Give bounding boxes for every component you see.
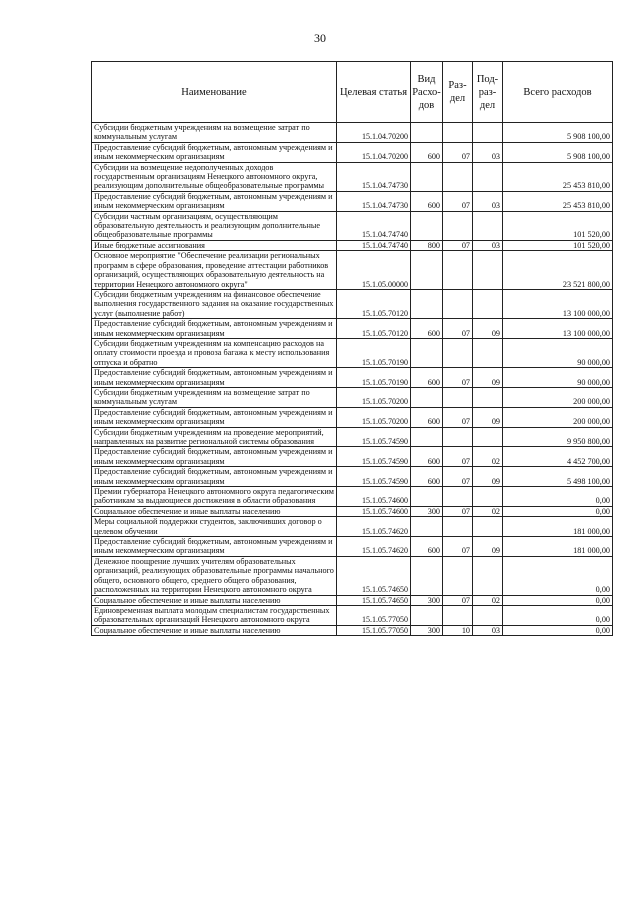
cell-code: 15.1.05.74590 xyxy=(337,467,411,487)
cell-code: 15.1.04.74740 xyxy=(337,211,411,240)
cell-name: Социальное обеспечение и иные выплаты населению xyxy=(92,506,337,516)
cell-total: 25 453 810,00 xyxy=(503,162,613,191)
cell-name: Предоставление субсидий бюджетным, автономным учреждениям и иным некоммерческим организациям xyxy=(92,368,337,388)
cell-name: Меры социальной поддержки студентов, заключивших договор о целевом обучении xyxy=(92,517,337,537)
cell-razd: 07 xyxy=(443,537,473,557)
cell-razd: 07 xyxy=(443,319,473,339)
cell-vid xyxy=(411,487,443,507)
cell-name: Предоставление субсидий бюджетным, автономным учреждениям и иным некоммерческим организациям xyxy=(92,142,337,162)
cell-podr xyxy=(473,289,503,318)
table-row xyxy=(92,595,613,605)
cell-podr: 09 xyxy=(473,467,503,487)
cell-vid xyxy=(411,289,443,318)
cell-podr: 02 xyxy=(473,506,503,516)
table-row xyxy=(92,605,613,625)
table-row xyxy=(92,487,613,507)
cell-code: 15.1.05.74650 xyxy=(337,595,411,605)
cell-vid xyxy=(411,517,443,537)
cell-total: 5 498 100,00 xyxy=(503,467,613,487)
cell-razd: 07 xyxy=(443,447,473,467)
cell-total: 101 520,00 xyxy=(503,240,613,250)
table-row xyxy=(92,162,613,191)
cell-code: 15.1.05.74590 xyxy=(337,427,411,447)
cell-podr: 03 xyxy=(473,240,503,250)
cell-code: 15.1.05.77050 xyxy=(337,605,411,625)
table-row xyxy=(92,211,613,240)
cell-podr xyxy=(473,162,503,191)
cell-name: Предоставление субсидий бюджетным, автономным учреждениям и иным некоммерческим организациям xyxy=(92,537,337,557)
cell-total: 5 908 100,00 xyxy=(503,123,613,143)
cell-code: 15.1.05.70190 xyxy=(337,368,411,388)
table-row xyxy=(92,427,613,447)
cell-vid xyxy=(411,162,443,191)
cell-total: 0,00 xyxy=(503,625,613,635)
cell-total: 0,00 xyxy=(503,556,613,595)
cell-code: 15.1.04.70200 xyxy=(337,142,411,162)
table-row xyxy=(92,467,613,487)
cell-podr xyxy=(473,251,503,290)
cell-code: 15.1.05.70120 xyxy=(337,319,411,339)
cell-vid xyxy=(411,123,443,143)
table-row xyxy=(92,289,613,318)
cell-podr xyxy=(473,338,503,367)
cell-code: 15.1.05.70120 xyxy=(337,289,411,318)
cell-vid xyxy=(411,556,443,595)
cell-podr xyxy=(473,605,503,625)
cell-podr: 09 xyxy=(473,407,503,427)
cell-name: Субсидии бюджетным учреждениям на проведение мероприятий, направленных на развитие региональной системы образования xyxy=(92,427,337,447)
table-header-row xyxy=(92,62,613,123)
cell-razd xyxy=(443,487,473,507)
cell-total: 90 000,00 xyxy=(503,338,613,367)
cell-total: 0,00 xyxy=(503,605,613,625)
cell-total: 13 100 000,00 xyxy=(503,319,613,339)
cell-razd: 07 xyxy=(443,467,473,487)
table-row xyxy=(92,387,613,407)
cell-vid: 300 xyxy=(411,595,443,605)
cell-podr xyxy=(473,517,503,537)
cell-code: 15.1.05.74590 xyxy=(337,447,411,467)
column-header-code: Целевая статья xyxy=(337,62,411,123)
cell-vid: 600 xyxy=(411,407,443,427)
cell-name: Субсидии на возмещение недополученных доходов государственным организациям Ненецкого автономного округа, реализующим дополнительные общеобразовательные программы xyxy=(92,162,337,191)
table-row xyxy=(92,517,613,537)
cell-razd xyxy=(443,162,473,191)
cell-code: 15.1.05.74620 xyxy=(337,537,411,557)
cell-razd: 07 xyxy=(443,240,473,250)
cell-total: 101 520,00 xyxy=(503,211,613,240)
cell-vid: 800 xyxy=(411,240,443,250)
cell-vid: 600 xyxy=(411,319,443,339)
cell-razd xyxy=(443,251,473,290)
table-row xyxy=(92,191,613,211)
cell-total: 25 453 810,00 xyxy=(503,191,613,211)
cell-total: 90 000,00 xyxy=(503,368,613,388)
cell-name: Единовременная выплата молодым специалистам государственных образовательных организаций Ненецкого автономного округа xyxy=(92,605,337,625)
cell-name: Субсидии бюджетным учреждениям на возмещение затрат по коммунальным услугам xyxy=(92,387,337,407)
cell-razd xyxy=(443,338,473,367)
table-row xyxy=(92,251,613,290)
cell-podr: 02 xyxy=(473,447,503,467)
cell-name: Предоставление субсидий бюджетным, автономным учреждениям и иным некоммерческим организациям xyxy=(92,447,337,467)
cell-vid xyxy=(411,338,443,367)
column-header-razd: Раз-дел xyxy=(443,62,473,123)
cell-razd xyxy=(443,123,473,143)
table-row xyxy=(92,556,613,595)
cell-podr: 09 xyxy=(473,368,503,388)
table-row xyxy=(92,123,613,143)
cell-code: 15.1.05.70190 xyxy=(337,338,411,367)
cell-razd: 07 xyxy=(443,142,473,162)
cell-vid xyxy=(411,605,443,625)
cell-code: 15.1.04.74730 xyxy=(337,162,411,191)
cell-name: Предоставление субсидий бюджетным, автономным учреждениям и иным некоммерческим организациям xyxy=(92,191,337,211)
cell-total: 23 521 800,00 xyxy=(503,251,613,290)
cell-podr xyxy=(473,487,503,507)
cell-vid xyxy=(411,387,443,407)
cell-code: 15.1.04.70200 xyxy=(337,123,411,143)
column-header-name: Наименование xyxy=(92,62,337,123)
cell-name: Субсидии частным организациям, осуществляющим образовательную деятельность и реализующим дополнительные общеобразовательные программы xyxy=(92,211,337,240)
cell-code: 15.1.05.74650 xyxy=(337,556,411,595)
cell-razd xyxy=(443,387,473,407)
cell-total: 4 452 700,00 xyxy=(503,447,613,467)
cell-razd xyxy=(443,211,473,240)
cell-vid: 300 xyxy=(411,506,443,516)
column-header-total: Всего расходов xyxy=(503,62,613,123)
table-row xyxy=(92,368,613,388)
cell-total: 0,00 xyxy=(503,506,613,516)
cell-razd xyxy=(443,289,473,318)
cell-razd xyxy=(443,517,473,537)
cell-razd xyxy=(443,427,473,447)
cell-name: Предоставление субсидий бюджетным, автономным учреждениям и иным некоммерческим организациям xyxy=(92,467,337,487)
cell-name: Субсидии бюджетным учреждениям на финансовое обеспечение выполнения государственного задания на оказание государственных услуг (выполнение работ) xyxy=(92,289,337,318)
cell-total: 0,00 xyxy=(503,595,613,605)
cell-code: 15.1.05.74600 xyxy=(337,506,411,516)
cell-podr xyxy=(473,123,503,143)
table-row xyxy=(92,240,613,250)
table-row xyxy=(92,319,613,339)
cell-total: 0,00 xyxy=(503,487,613,507)
cell-podr: 03 xyxy=(473,191,503,211)
cell-vid xyxy=(411,211,443,240)
cell-vid: 600 xyxy=(411,467,443,487)
cell-vid: 600 xyxy=(411,142,443,162)
cell-total: 181 000,00 xyxy=(503,537,613,557)
cell-code: 15.1.05.74620 xyxy=(337,517,411,537)
budget-table xyxy=(91,61,613,636)
cell-podr: 02 xyxy=(473,595,503,605)
cell-name: Субсидии бюджетным учреждениям на компенсацию расходов на оплату стоимости проезда и провоза багажа к месту использования отпуска и обратно xyxy=(92,338,337,367)
table-row xyxy=(92,142,613,162)
cell-vid: 600 xyxy=(411,537,443,557)
cell-total: 9 950 800,00 xyxy=(503,427,613,447)
cell-total: 13 100 000,00 xyxy=(503,289,613,318)
cell-podr: 09 xyxy=(473,319,503,339)
cell-name: Основное мероприятие "Обеспечение реализации региональных программ в сфере образования, проведение аттестации работников организаций, осуществляющих образовательную деятельность на территории Ненецкого автономного округа" xyxy=(92,251,337,290)
cell-total: 5 908 100,00 xyxy=(503,142,613,162)
table-row xyxy=(92,338,613,367)
table-row xyxy=(92,537,613,557)
cell-razd: 07 xyxy=(443,407,473,427)
cell-code: 15.1.05.77050 xyxy=(337,625,411,635)
cell-razd: 10 xyxy=(443,625,473,635)
table-row xyxy=(92,447,613,467)
cell-vid: 600 xyxy=(411,368,443,388)
cell-code: 15.1.05.70200 xyxy=(337,387,411,407)
cell-name: Иные бюджетные ассигнования xyxy=(92,240,337,250)
cell-name: Предоставление субсидий бюджетным, автономным учреждениям и иным некоммерческим организациям xyxy=(92,319,337,339)
cell-name: Денежное поощрение лучших учителям образовательных организаций, реализующих образовательные программы начального общего, основного общего, среднего общего образования, расположенных на территории Ненецкого автономного округа xyxy=(92,556,337,595)
cell-name: Премии губернатора Ненецкого автономного округа педагогическим работникам за выдающиеся достижения в области образования xyxy=(92,487,337,507)
cell-podr xyxy=(473,427,503,447)
cell-podr xyxy=(473,211,503,240)
table-row xyxy=(92,407,613,427)
cell-razd xyxy=(443,605,473,625)
cell-vid xyxy=(411,427,443,447)
cell-razd: 07 xyxy=(443,368,473,388)
cell-razd xyxy=(443,556,473,595)
column-header-vid: Вид Расхо-дов xyxy=(411,62,443,123)
cell-code: 15.1.04.74740 xyxy=(337,240,411,250)
cell-total: 200 000,00 xyxy=(503,387,613,407)
column-header-podr: Под-раз-дел xyxy=(473,62,503,123)
table-row xyxy=(92,506,613,516)
cell-podr: 03 xyxy=(473,625,503,635)
cell-code: 15.1.05.74600 xyxy=(337,487,411,507)
cell-total: 181 000,00 xyxy=(503,517,613,537)
cell-name: Социальное обеспечение и иные выплаты населению xyxy=(92,595,337,605)
page-number: 30 xyxy=(314,31,326,45)
cell-code: 15.1.05.00000 xyxy=(337,251,411,290)
cell-vid: 600 xyxy=(411,191,443,211)
cell-vid: 300 xyxy=(411,625,443,635)
cell-vid: 600 xyxy=(411,447,443,467)
cell-code: 15.1.05.70200 xyxy=(337,407,411,427)
table-body xyxy=(92,123,613,636)
cell-podr xyxy=(473,556,503,595)
cell-name: Социальное обеспечение и иные выплаты населению xyxy=(92,625,337,635)
cell-razd: 07 xyxy=(443,595,473,605)
cell-name: Субсидии бюджетным учреждениям на возмещение затрат по коммунальным услугам xyxy=(92,123,337,143)
cell-podr xyxy=(473,387,503,407)
table-row xyxy=(92,625,613,635)
cell-code: 15.1.04.74730 xyxy=(337,191,411,211)
cell-vid xyxy=(411,251,443,290)
cell-total: 200 000,00 xyxy=(503,407,613,427)
cell-name: Предоставление субсидий бюджетным, автономным учреждениям и иным некоммерческим организациям xyxy=(92,407,337,427)
cell-podr: 03 xyxy=(473,142,503,162)
cell-razd: 07 xyxy=(443,191,473,211)
cell-podr: 09 xyxy=(473,537,503,557)
cell-razd: 07 xyxy=(443,506,473,516)
